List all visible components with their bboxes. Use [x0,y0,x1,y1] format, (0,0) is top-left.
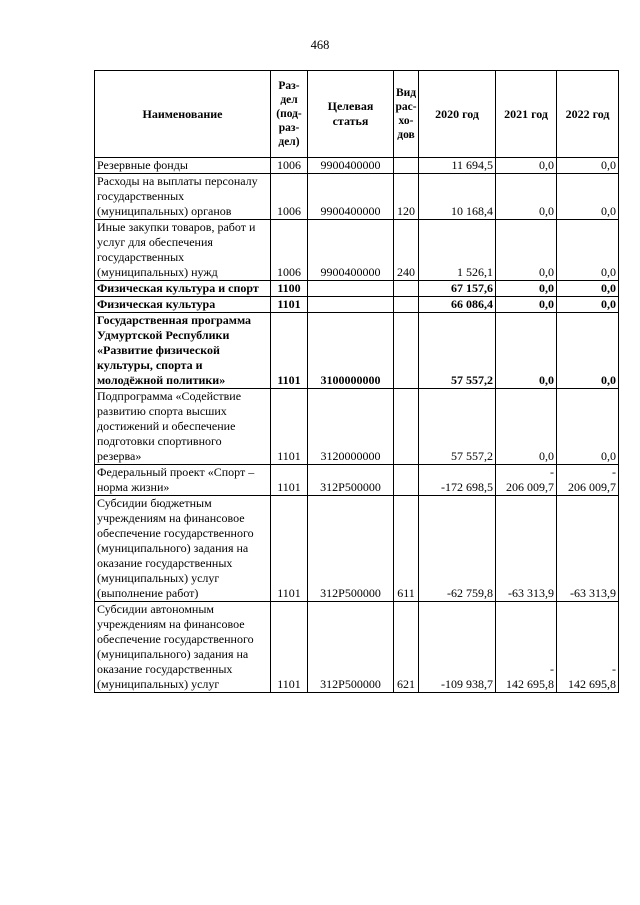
row-type [394,313,419,389]
row-target: 312P500000 [308,602,394,693]
row-2022: 0,0 [557,281,619,297]
table-header-row [95,71,619,158]
table-row [95,220,619,281]
row-target: 9900400000 [308,174,394,220]
row-type: 611 [394,496,419,602]
row-2020: 67 157,6 [419,281,496,297]
row-section: 1006 [271,158,308,174]
row-2020: -62 759,8 [419,496,496,602]
row-2022-value: 142 695,8 [568,677,616,691]
row-2021-value: 142 695,8 [506,677,554,691]
row-name: Физическая культура [95,297,271,313]
row-2021-sign: - [550,465,554,479]
table-row [95,313,619,389]
row-type: 120 [394,174,419,220]
row-2022-value: 206 009,7 [568,480,616,494]
row-2021 [496,465,557,496]
row-2021: 0,0 [496,297,557,313]
table-row [95,389,619,465]
row-target: 3120000000 [308,389,394,465]
table-row [95,602,619,693]
table-row [95,297,619,313]
row-2021: 0,0 [496,281,557,297]
row-2022: 0,0 [557,174,619,220]
row-2022: 0,0 [557,220,619,281]
table-row [95,281,619,297]
row-type: 240 [394,220,419,281]
row-name: Федеральный проект «Спорт – норма жизни» [95,465,271,496]
row-name: Субсидии бюджетным учреждениям на финансовое обеспечение государственного (муниципального) задания на оказание государственных (муниципальных) услуг (выполнение работ) [95,496,271,602]
row-2020: 57 557,2 [419,313,496,389]
row-2021: 0,0 [496,313,557,389]
row-2022: 0,0 [557,389,619,465]
header-section: Раз- дел (под- раз- дел) [271,71,308,158]
row-2022: 0,0 [557,158,619,174]
row-target [308,281,394,297]
header-name: Наименование [95,71,271,158]
row-type: 621 [394,602,419,693]
row-2022: 0,0 [557,313,619,389]
row-section: 1100 [271,281,308,297]
row-2021: 0,0 [496,389,557,465]
header-expense-type: Вид рас- хо- дов [394,71,419,158]
row-name: Расходы на выплаты персоналу государственных (муниципальных) органов [95,174,271,220]
budget-table [94,70,619,693]
row-2022: 0,0 [557,297,619,313]
row-2021 [496,602,557,693]
row-section: 1101 [271,602,308,693]
header-2020: 2020 год [419,71,496,158]
row-target: 312P500000 [308,465,394,496]
row-2020: -109 938,7 [419,602,496,693]
row-name: Государственная программа Удмуртской Республики «Развитие физической культуры, спорта и молодёжной политики» [95,313,271,389]
row-2021: 0,0 [496,174,557,220]
table-row [95,465,619,496]
row-section: 1101 [271,313,308,389]
row-2021-sign: - [550,662,554,676]
row-type [394,158,419,174]
table-row [95,496,619,602]
row-target [308,297,394,313]
row-type [394,297,419,313]
row-name: Физическая культура и спорт [95,281,271,297]
row-section: 1006 [271,220,308,281]
row-section: 1101 [271,389,308,465]
page-number: 468 [310,38,330,52]
row-section: 1101 [271,465,308,496]
row-2020: 66 086,4 [419,297,496,313]
row-section: 1006 [271,174,308,220]
row-2020: -172 698,5 [419,465,496,496]
row-2020: 57 557,2 [419,389,496,465]
row-type [394,465,419,496]
row-2020: 11 694,5 [419,158,496,174]
row-target: 3100000000 [308,313,394,389]
header-2021: 2021 год [496,71,557,158]
row-2021: 0,0 [496,220,557,281]
row-2021-value: 206 009,7 [506,480,554,494]
table-row [95,158,619,174]
row-2022: -63 313,9 [557,496,619,602]
row-2020: 1 526,1 [419,220,496,281]
row-2022 [557,602,619,693]
row-name: Подпрограмма «Содействие развитию спорта высших достижений и обеспечение подготовки спортивного резерва» [95,389,271,465]
row-2021: -63 313,9 [496,496,557,602]
row-section: 1101 [271,297,308,313]
row-target: 9900400000 [308,220,394,281]
header-2022: 2022 год [557,71,619,158]
row-type [394,281,419,297]
row-name: Субсидии автономным учреждениям на финансовое обеспечение государственного (муниципального) задания на оказание государственных (муниципальных) услуг [95,602,271,693]
row-2022 [557,465,619,496]
table-row [95,174,619,220]
row-section: 1101 [271,496,308,602]
header-target: Целевая статья [308,71,394,158]
row-2020: 10 168,4 [419,174,496,220]
row-2022-sign: - [612,662,616,676]
row-2021: 0,0 [496,158,557,174]
row-target: 9900400000 [308,158,394,174]
row-target: 312P500000 [308,496,394,602]
row-2022-sign: - [612,465,616,479]
row-type [394,389,419,465]
row-name: Иные закупки товаров, работ и услуг для обеспечения государственных (муниципальных) нужд [95,220,271,281]
row-name: Резервные фонды [95,158,271,174]
